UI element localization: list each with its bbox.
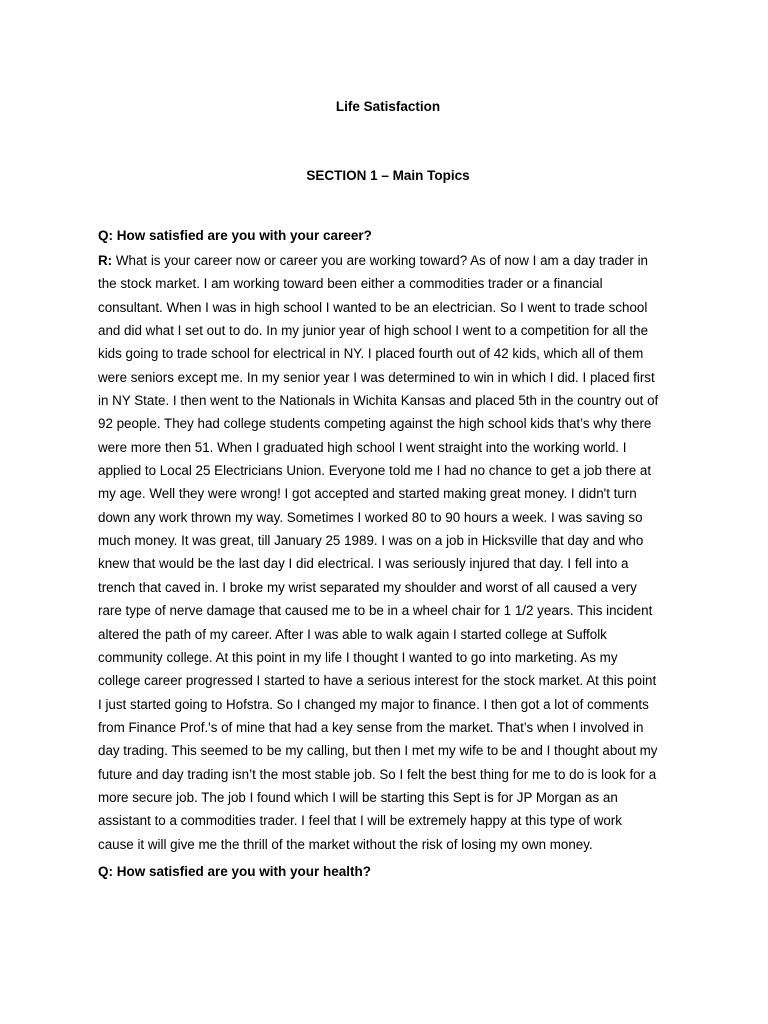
response-line: trench that caved in. I broke my wrist separated my shoulder and worst of all caused a very bbox=[98, 579, 637, 595]
response-line: were more then 51. When I graduated high school I went straight into the working world. I bbox=[98, 439, 627, 455]
response-line: from Finance Prof.'s of mine that had a key sense from the market. That’s when I involved in bbox=[98, 719, 644, 735]
response-line: cause it will give me the thrill of the market without the risk of losing my own money. bbox=[98, 836, 593, 852]
response-line: more secure job. The job I found which I will be starting this Sept is for JP Morgan as an bbox=[98, 789, 618, 805]
response-line: applied to Local 25 Electricians Union. Everyone told me I had no chance to get a job there at bbox=[98, 463, 652, 479]
question-career: Q: How satisfied are you with your career? bbox=[98, 228, 372, 243]
question-health: Q: How satisfied are you with your health? bbox=[98, 864, 372, 879]
response-line: much money. It was great, till January 25 1989. I was on a job in Hicksville that day and who bbox=[98, 533, 644, 549]
response-line: altered the path of my career. After I was able to walk again I started college at Suffolk bbox=[98, 626, 607, 642]
response-line: the stock market. I am working toward been either a commodities trader or a financial bbox=[98, 276, 603, 292]
response-line: kids going to trade school for electrical in NY. I placed fourth out of 42 kids, which all of them bbox=[98, 346, 644, 362]
response-label: R: bbox=[98, 253, 113, 268]
response-line: future and day trading isn’t the most stable job. So I felt the best thing for me to do is look for a bbox=[98, 766, 657, 782]
response-line: knew that would be the last day I did electrical. I was seriously injured that day. I fell into a bbox=[98, 556, 629, 572]
response-line-text: What is your career now or career you are working toward? As of now I am a day trader in bbox=[112, 253, 649, 268]
response-career bbox=[98, 249, 680, 856]
document-title: Life Satisfaction bbox=[335, 99, 441, 114]
response-line: in NY State. I then went to the Nationals in Wichita Kansas and placed 5th in the country out of bbox=[98, 393, 659, 409]
response-line: day trading. This seemed to be my calling, but then I met my wife to be and I thought about my bbox=[98, 743, 658, 759]
response-line: were seniors except me. In my senior year I was determined to win in which I did. I placed first bbox=[98, 369, 655, 385]
response-line: I just started going to Hofstra. So I changed my major to finance. I then got a lot of comments bbox=[98, 696, 649, 712]
response-line: consultant. When I was in high school I wanted to be an electrician. So I went to trade school bbox=[98, 299, 648, 315]
response-line: and did what I set out to do. In my junior year of high school I went to a competition for all the bbox=[98, 323, 649, 339]
response-line: down any work thrown my way. Sometimes I worked 80 to 90 hours a week. I was saving so bbox=[98, 509, 643, 525]
response-line: assistant to a commodities trader. I feel that I will be extremely happy at this type of work bbox=[98, 813, 622, 829]
response-line bbox=[98, 249, 680, 272]
response-line: rare type of nerve damage that caused me to be in a wheel chair for 1 1/2 years. This incident bbox=[98, 603, 653, 619]
section-heading: SECTION 1 – Main Topics bbox=[306, 168, 470, 183]
response-line: community college. At this point in my life I thought I wanted to go into marketing. As my bbox=[98, 649, 618, 665]
response-line: 92 people. They had college students competing against the high school kids that’s why there bbox=[98, 416, 652, 432]
response-line: college career progressed I started to have a serious interest for the stock market. At this point bbox=[98, 673, 657, 689]
response-line: my age. Well they were wrong! I got accepted and started making great money. I didn't turn bbox=[98, 486, 637, 502]
